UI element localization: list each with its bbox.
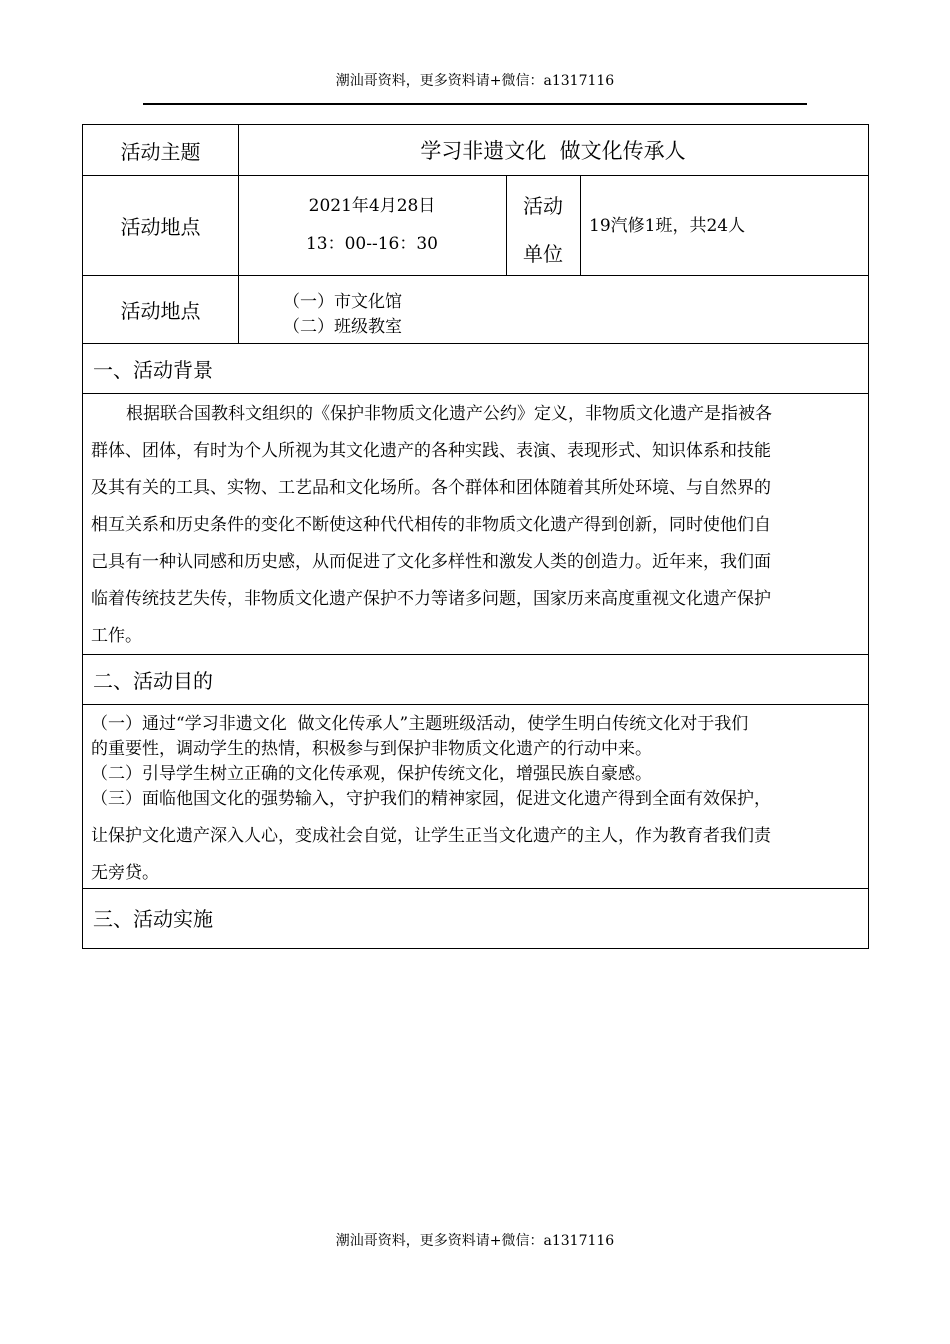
location-label: 活动地点 bbox=[120, 299, 201, 323]
time-row bbox=[82, 175, 869, 276]
location-row bbox=[82, 275, 869, 344]
page-footer: 潮汕哥资料，更多资料请+微信：a1317116 bbox=[335, 1233, 615, 1249]
theme-value: 学习非遗文化 做文化传承人 bbox=[420, 139, 686, 163]
background-line: 己具有一种认同感和历史感，从而促进了文化多样性和激发人类的创造力。近年来，我们面 bbox=[91, 552, 771, 572]
purpose-line: 让保护文化遗产深入人心，变成社会自觉，让学生正当文化遗产的主人，作为教育者我们责 bbox=[91, 826, 771, 846]
background-body-row bbox=[82, 393, 869, 655]
background-line: 根据联合国教科文组织的《保护非物质文化遗产公约》定义，非物质文化遗产是指被各 bbox=[126, 404, 772, 424]
theme-row bbox=[82, 124, 869, 176]
purpose-line: （二）引导学生树立正确的文化传承观，保护传统文化，增强民族自豪感。 bbox=[91, 764, 652, 784]
unit-label-line1: 活动 bbox=[523, 194, 563, 218]
purpose-body-row bbox=[82, 704, 869, 889]
background-line: 群体、团体，有时为个人所视为其文化遗产的各种实践、表演、表现形式、知识体系和技能 bbox=[91, 441, 771, 461]
purpose-line: （一）通过“学习非遗文化 做文化传承人”主题班级活动，使学生明白传统文化对于我们 bbox=[91, 714, 749, 734]
background-line: 临着传统技艺失传，非物质文化遗产保护不力等诸多问题，国家历来高度重视文化遗产保护 bbox=[91, 589, 771, 609]
background-line: 相互关系和历史条件的变化不断使这种代代相传的非物质文化遗产得到创新，同时使他们自 bbox=[91, 515, 771, 535]
divider bbox=[238, 276, 239, 343]
time-row-label: 活动地点 bbox=[120, 215, 201, 239]
background-line: 及其有关的工具、实物、工艺品和文化场所。各个群体和团体随着其所处环境、与自然界的 bbox=[91, 478, 771, 498]
unit-label-line2: 单位 bbox=[523, 242, 563, 266]
date-value: 2021年4月28日 bbox=[308, 196, 436, 216]
background-title: 一、活动背景 bbox=[93, 358, 213, 382]
unit-value: 19汽修1班，共24人 bbox=[589, 216, 746, 236]
background-title-row bbox=[82, 343, 869, 394]
location-item-1: （一）市文化馆 bbox=[283, 292, 402, 312]
purpose-line: 无旁贷。 bbox=[91, 863, 159, 883]
purpose-title: 二、活动目的 bbox=[93, 669, 213, 693]
implementation-title-row bbox=[82, 888, 869, 949]
purpose-line: 的重要性，调动学生的热情，积极参与到保护非物质文化遗产的行动中来。 bbox=[91, 739, 652, 759]
theme-label: 活动主题 bbox=[120, 139, 201, 164]
header-divider bbox=[143, 103, 807, 105]
purpose-title-row bbox=[82, 654, 869, 705]
location-item-2: （二）班级教室 bbox=[283, 317, 402, 337]
page-header: 潮汕哥资料，更多资料请+微信：a1317116 bbox=[335, 73, 615, 89]
activity-table bbox=[82, 124, 869, 949]
background-line: 工作。 bbox=[91, 626, 142, 646]
divider bbox=[580, 176, 581, 275]
purpose-line: （三）面临他国文化的强势输入，守护我们的精神家园，促进文化遗产得到全面有效保护， bbox=[91, 789, 771, 809]
implementation-title: 三、活动实施 bbox=[93, 907, 213, 931]
time-value: 13：00--16：30 bbox=[305, 234, 438, 254]
